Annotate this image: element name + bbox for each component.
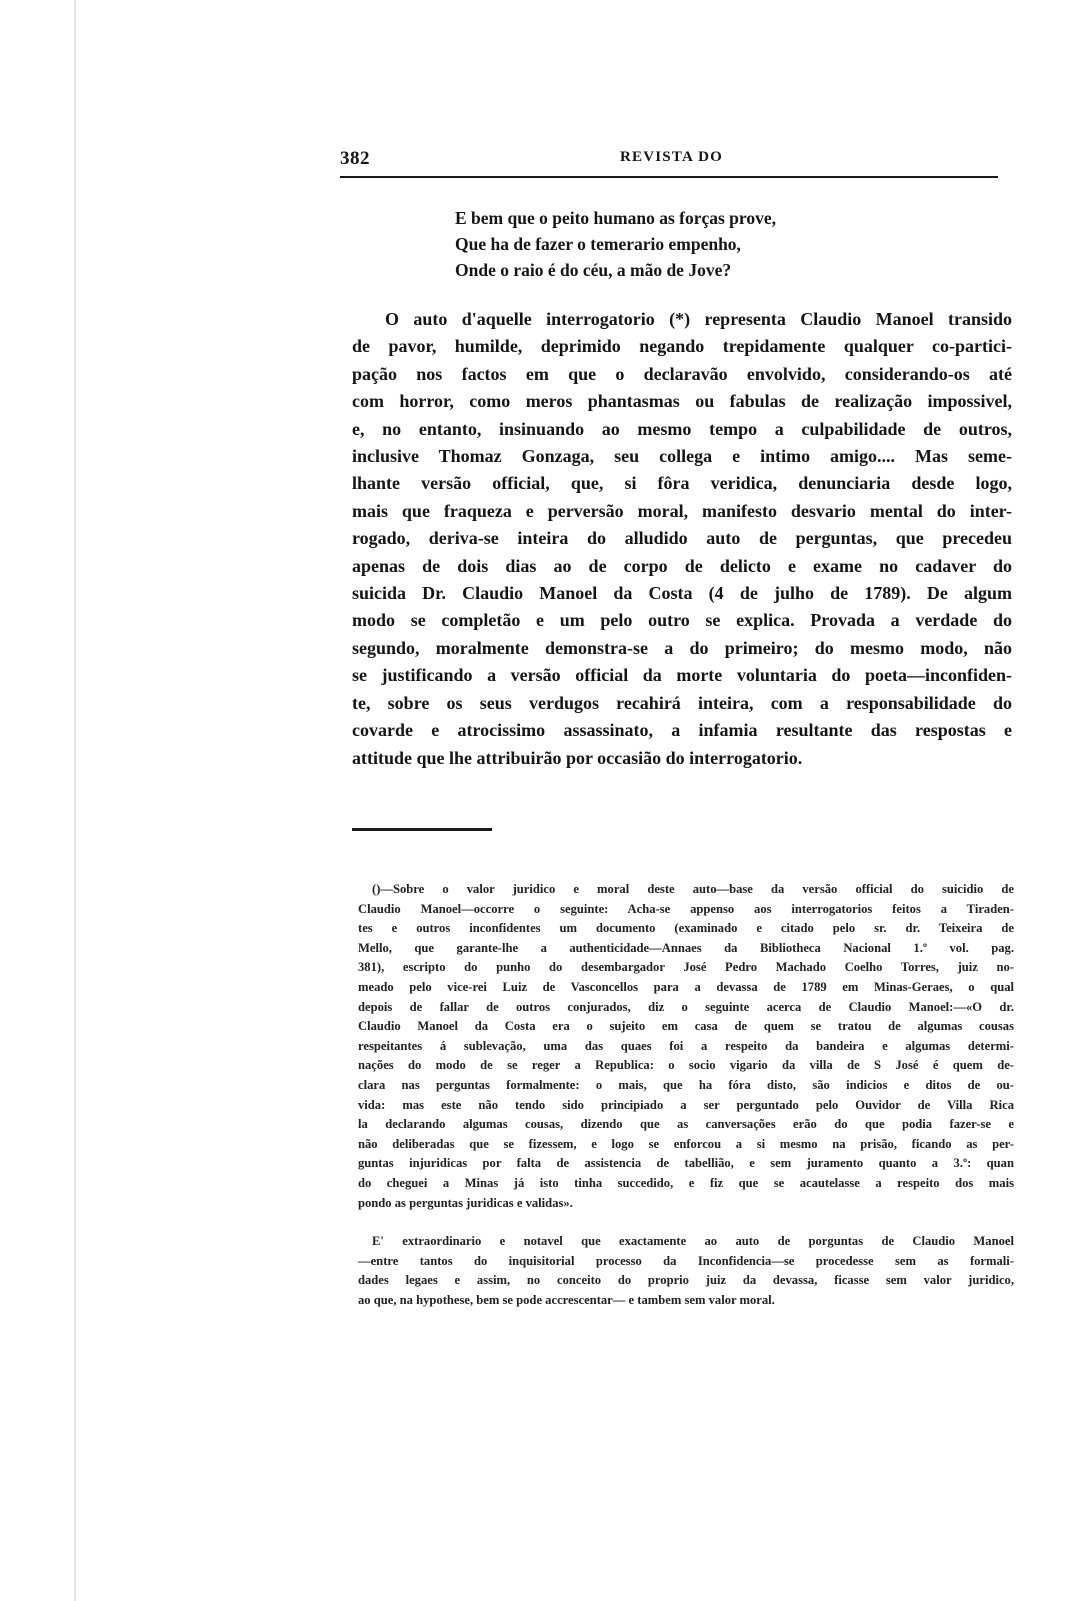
- footnote-line: 381), escripto do punho do desembargador José Pedro Machado Coelho Torres, juiz no-: [358, 960, 1014, 975]
- footnote-line: respeitantes á sublevação, uma das quaes foi a respeito da bandeira e algumas determi-: [358, 1038, 1014, 1053]
- body-line: segundo, moralmente demonstra-se a do primeiro; do mesmo modo, não: [352, 637, 1012, 658]
- footnote-line: dades legaes e assim, no conceito do proprio juiz da devassa, ficasse sem valor juridico,: [358, 1273, 1014, 1288]
- footnote-line: meado pelo vice-rei Luiz de Vasconcellos para a devassa de 1789 em Minas-Geraes, o qual: [358, 979, 1014, 994]
- footnote-line: —entre tantos do inquisitorial processo da Inconfidencia—se procedesse sem as formali-: [358, 1253, 1014, 1268]
- footnote-line: Claudio Manoel da Costa era o sujeito em casa de quem se tratou de algumas cousas: [358, 1019, 1014, 1034]
- footnote-line: depois de fallar de outros conjurados, diz o seguinte acerca de Claudio Manoel:—«O dr.: [358, 999, 1014, 1014]
- scan-margin-line: [74, 0, 76, 1601]
- body-line: mais que fraqueza e perversão moral, manifesto desvario mental do inter-: [352, 500, 1012, 521]
- verse-quotation: [455, 205, 975, 283]
- running-head: REVISTA DO: [620, 149, 723, 165]
- footnote-line: nações do modo de se reger a Republica: o socio vigario da villa de S José é quem de-: [358, 1058, 1014, 1073]
- footnote-line: clara nas perguntas formalmente: o mais, que ha fóra disto, são indicios e ditos de ou-: [358, 1077, 1014, 1092]
- header-rule: [340, 176, 998, 178]
- footnote-rule: [352, 828, 492, 831]
- footnote-1: [358, 880, 1014, 1213]
- footnote-line: E' extraordinario e notavel que exactamente ao auto de porguntas de Claudio Manoel: [372, 1234, 1014, 1248]
- footnote-line: Mello, que garante-lhe a authenticidade—Annaes da Bibliotheca Nacional 1.º vol. pag.: [358, 940, 1014, 955]
- footnote-line: não deliberadas que se fizessem, e logo se enforcou a si mesmo na prisão, ficando as per-: [358, 1136, 1014, 1151]
- body-line: lhante versão official, que, si fôra veridica, denunciaria desde logo,: [352, 473, 1012, 494]
- verse-line: Que ha de fazer o temerario empenho,: [455, 234, 741, 254]
- body-line: te, sobre os seus verdugos recahirá inteira, com a responsabilidade do: [352, 692, 1012, 713]
- page-header: [340, 140, 998, 176]
- body-line: apenas de dois dias ao de corpo de delicto e exame no cadaver do: [352, 555, 1012, 576]
- body-line: attitude que lhe attribuirão por occasião do interrogatorio.: [352, 747, 803, 768]
- verse-line: E bem que o peito humano as forças prove,: [455, 208, 777, 228]
- body-line: com horror, como meros phantasmas ou fabulas de realização impossivel,: [352, 391, 1012, 412]
- body-line: rogado, deriva-se inteira do alludido auto de perguntas, que precedeu: [352, 528, 1012, 549]
- footnote-line: tes e outros inconfidentes um documento (examinado e citado pelo sr. dr. Teixeira de: [358, 921, 1014, 936]
- body-line: se justificando a versão official da morte voluntaria do poeta—inconfiden-: [352, 665, 1012, 686]
- footnote-line: pondo as perguntas juridicas e validas».: [358, 1195, 573, 1210]
- body-line: covarde e atrocissimo assassinato, a infamia resultante das respostas e: [352, 720, 1012, 741]
- footnote-line: la declarando algumas cousas, dizendo que as canversações erão do que podia fazer-se e: [358, 1117, 1014, 1132]
- body-line: O auto d'aquelle interrogatorio (*) representa Claudio Manoel transido: [385, 309, 1012, 329]
- body-line: pação nos factos em que o declaravão envolvido, considerando-os até: [352, 363, 1012, 384]
- footnote-line: guntas injuridicas por falta de assistencia de tabellião, e sem juramento quanto a 3.º: quan: [358, 1156, 1014, 1171]
- body-line: e, no entanto, insinuando ao mesmo tempo a culpabilidade de outros,: [352, 418, 1012, 439]
- body-line: suicida Dr. Claudio Manoel da Costa (4 de julho de 1789). De algum: [352, 583, 1012, 604]
- page-number: 382: [340, 148, 370, 169]
- footnote-line: vida: mas este não tendo sido principiado a ser perguntado pelo Ouvidor de Villa Rica: [358, 1097, 1014, 1112]
- footnote-line: ao que, na hypothese, bem se pode accrescentar— e tambem sem valor moral.: [358, 1292, 775, 1307]
- footnote-line: ()—Sobre o valor juridico e moral deste auto—base da versão official do suicidio de: [372, 882, 1014, 896]
- footnote-line: do cheguei a Minas já isto tinha succedido, e fiz que se acautelasse a respeito dos mais: [358, 1175, 1014, 1190]
- body-paragraph: [352, 306, 1012, 772]
- body-line: modo se completão e um pelo outro se explica. Provada a verdade do: [352, 610, 1012, 631]
- body-line: inclusive Thomaz Gonzaga, seu collega e intimo amigo.... Mas seme-: [352, 446, 1012, 467]
- body-line: de pavor, humilde, deprimido negando trepidamente qualquer co-partici-: [352, 336, 1012, 357]
- footnote-line: Claudio Manoel—occorre o seguinte: Acha-se appenso aos interrogatorios feitos a Tiraden-: [358, 901, 1014, 916]
- footnote-2: [358, 1232, 1014, 1310]
- verse-line: Onde o raio é do céu, a mão de Jove?: [455, 260, 732, 280]
